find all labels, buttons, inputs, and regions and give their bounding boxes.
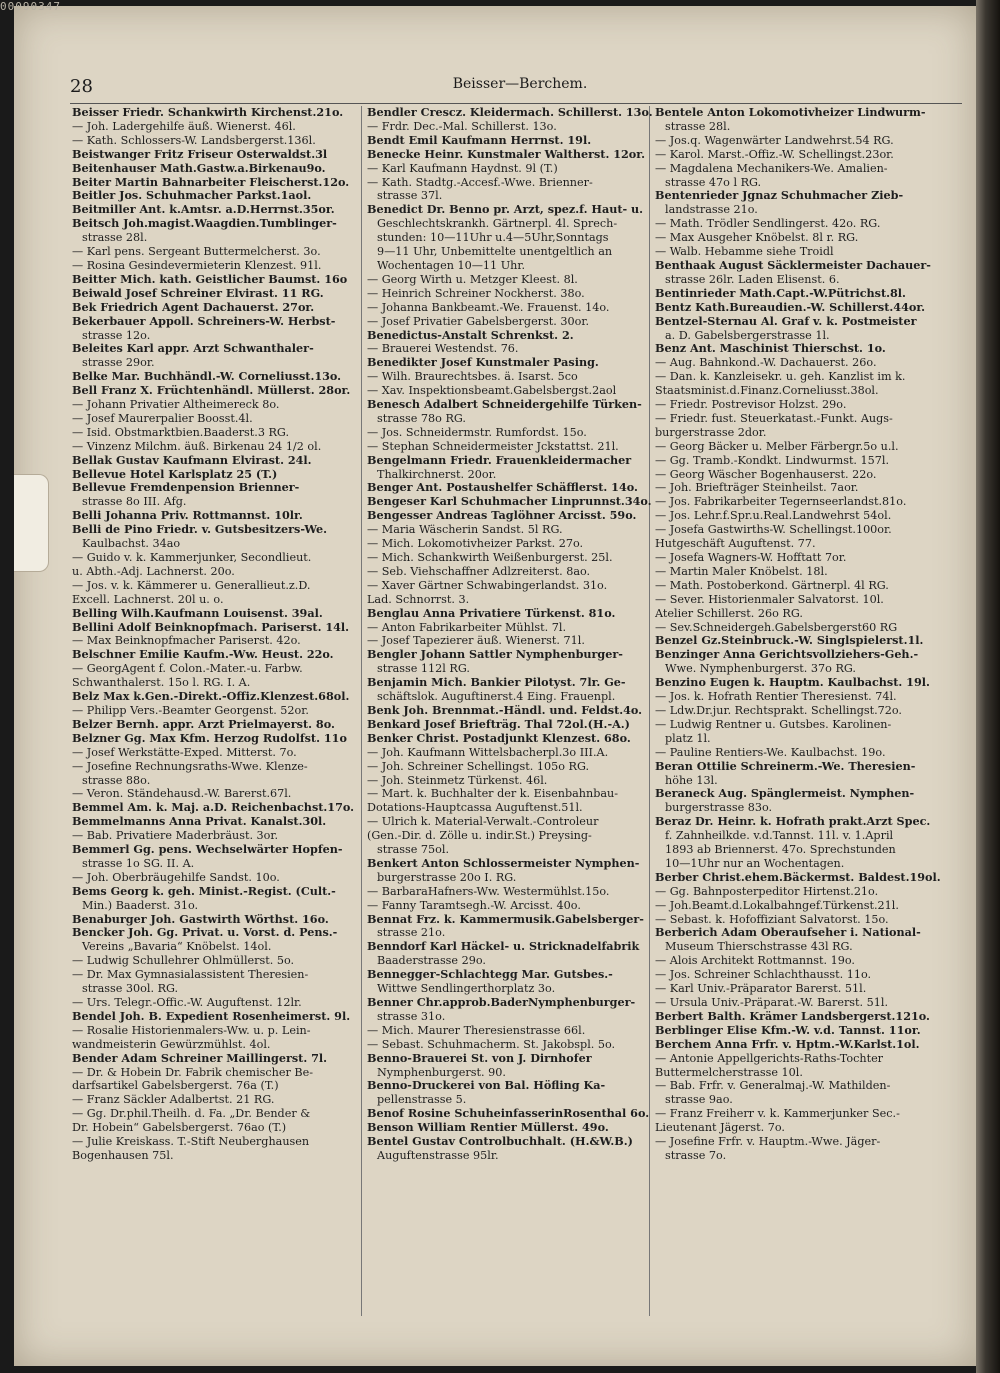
directory-entry-line: — Sev.Schneidergeh.Gabelsbergerst60 RG [655, 620, 898, 634]
directory-entry-line: pellenstrasse 5. [377, 1093, 467, 1107]
directory-entry-line: — Bab. Privatiere Maderbräust. 3or. [72, 829, 279, 843]
directory-entry-line: — Karl Kaufmann Haydnst. 9l (T.) [367, 161, 558, 175]
directory-entry-line: — Joh. Steinmetz Türkenst. 46l. [367, 773, 548, 787]
directory-entry-line: — Mart. k. Buchhalter der k. Eisenbahnbau- [367, 787, 619, 801]
directory-entry-line: strasse 88o. [82, 773, 151, 787]
directory-entry-heading: Benkard Josef Briefträg. Thal 72ol.(H.-A.) [367, 717, 630, 731]
directory-entry-line: — Joh. Schreiner Schellingst. 105o RG. [367, 759, 590, 773]
directory-entry-line: — Ludwig Rentner u. Gutsbes. Karolinen- [655, 717, 892, 731]
directory-entry-heading: Benker Christ. Postadjunkt Klenzest. 68o. [367, 731, 631, 745]
running-head: Beisser—Berchem. [452, 76, 588, 92]
directory-entry-line: 1893 ab Briennerst. 47o. Sprechstunden [665, 843, 896, 857]
directory-entry-heading: Beitsch Joh.magist.Waagdien.Tumblinger- [72, 217, 337, 231]
directory-entry-line: — Isid. Obstmarktbien.Baaderst.3 RG. [72, 425, 290, 439]
directory-entry-heading: Bengesser Andreas Taglöhner Arcisst. 59o. [367, 509, 637, 523]
directory-entry-line: — Dr. Max Gymnasialassistent Theresien- [72, 968, 309, 982]
directory-entry-line: — Maria Wäscherin Sandst. 5l RG. [367, 523, 563, 537]
directory-entry-line: strasse 29or. [82, 356, 155, 370]
directory-entry-line: — Bab. Frfr. v. Generalmaj.-W. Mathilden- [655, 1079, 891, 1093]
directory-entry-heading: Benno-Druckerei von Bal. Höfling Ka- [367, 1079, 606, 1093]
directory-entry-line: — Jos. k. Hofrath Rentier Theresienst. 74l. [655, 690, 897, 704]
directory-entry-heading: Benecke Heinr. Kunstmaler Waltherst. 12or. [367, 147, 646, 161]
directory-entry-line: strasse 7o. [665, 1148, 727, 1162]
directory-entry-heading: Bemmelmanns Anna Privat. Kanalst.30l. [72, 815, 327, 829]
directory-entry-line: — Dr. & Hobein Dr. Fabrik chemischer Be- [72, 1065, 314, 1079]
directory-entry-line: Auguftenstrasse 95lr. [377, 1148, 499, 1162]
directory-entry-heading: Benndorf Karl Häckel- u. Stricknadelfabrik [367, 940, 640, 954]
directory-entry-heading: Belschner Emilie Kaufm.-Ww. Heust. 22o. [72, 648, 334, 662]
directory-entry-line: Dotations-Hauptcassa Auguftenst.51l. [367, 801, 583, 815]
directory-entry-line: — Joh. Oberbräugehilfe Sandst. 10o. [72, 870, 280, 884]
directory-entry-line: landstrasse 21o. [665, 203, 758, 217]
directory-entry-line: — Georg Wäscher Bogenhauserst. 22o. [655, 467, 877, 481]
directory-entry-line: — Ludwig Schullehrer Ohlmüllerst. 5o. [72, 954, 295, 968]
directory-entry-line: 9—11 Uhr, Unbemittelte unentgeltlich an [377, 245, 613, 259]
directory-entry-heading: Bendel Joh. B. Expedient Rosenheimerst. 9l. [72, 1009, 351, 1023]
directory-entry-line: — Sebast. k. Hofoffiziant Salvatorst. 15o. [655, 912, 889, 926]
directory-entry-line: — Jos. v. k. Kämmerer u. Generallieut.z.D. [72, 578, 311, 592]
directory-entry-line: — Seb. Viehschaffner Adlzreiterst. 8ao. [367, 564, 591, 578]
directory-entry-line: — Ldw.Dr.jur. Rechtsprakt. Schellingst.72o. [655, 703, 902, 717]
directory-entry-line: — Max Beinknopfmacher Pariserst. 42o. [72, 634, 301, 648]
directory-entry-heading: Benjamin Mich. Bankier Pilotyst. 7lr. Ge- [367, 676, 626, 690]
directory-entry-line: Geschlechtskrankh. Gärtnerpl. 4l. Sprech- [377, 217, 618, 231]
directory-entry-heading: Berberich Adam Oberaufseher i. National- [655, 926, 921, 940]
directory-entry-line: — Jos. Schreiner Schlachthausst. 11o. [655, 968, 872, 982]
directory-entry-line: — Sever. Historienmaler Salvatorst. 10l. [655, 592, 884, 606]
directory-entry-line: Bogenhausen 75l. [72, 1148, 174, 1162]
directory-entry-line: strasse 9ao. [665, 1093, 733, 1107]
directory-entry-heading: Belke Mar. Buchhändl.-W. Corneliusst.13o. [72, 370, 342, 384]
directory-entry-heading: Benz Ant. Maschinist Thierschst. 1o. [655, 342, 886, 356]
directory-entry-line: — Friedr. fust. Steuerkatast.-Funkt. Augs- [655, 411, 893, 425]
directory-entry-line: — Josef Privatier Gabelsbergerst. 30or. [367, 314, 590, 328]
directory-entry-line: Thalkirchnerst. 20or. [377, 467, 497, 481]
directory-entry-line: — Brauerei Westendst. 76. [367, 342, 519, 356]
directory-entry-line: — Franz Freiherr v. k. Kammerjunker Sec.- [655, 1107, 900, 1121]
directory-entry-heading: Berbert Balth. Krämer Landsbergerst.121o. [655, 1009, 930, 1023]
directory-entry-heading: Bentele Anton Lokomotivheizer Lindwurm- [655, 106, 926, 119]
directory-entry-line: — Josefine Frfr. v. Hauptm.-Wwe. Jäger- [655, 1135, 881, 1149]
directory-entry-heading: Benthaak August Säcklermeister Dachauer- [655, 258, 931, 272]
directory-entry-line: strasse 78o RG. [377, 411, 466, 425]
directory-entry-heading: Bekerbauer Appoll. Schreiners-W. Herbst- [72, 314, 336, 328]
directory-column-1 [72, 106, 360, 1346]
directory-entry-heading: Beitter Mich. kath. Geistlicher Baumst. 16o [72, 272, 348, 286]
directory-entry-line: — Rosina Gesindevermieterin Klenzest. 91l. [72, 258, 322, 272]
directory-entry-line: strasse 37l. [377, 189, 443, 203]
directory-entry-heading: Bentenrieder Jgnaz Schuhmacher Zieb- [655, 189, 904, 203]
directory-entry-heading: Beraz Dr. Heinr. k. Hofrath prakt.Arzt Spec. [655, 815, 931, 829]
directory-entry-heading: Belz Max k.Gen.-Direkt.-Offiz.Klenzest.68ol. [72, 690, 350, 704]
directory-entry-line: — Frdr. Dec.-Mal. Schillerst. 13o. [367, 119, 557, 133]
directory-entry-line: Museum Thierschstrasse 43l RG. [665, 940, 853, 954]
directory-entry-line: — Xav. Inspektionsbeamt.Gabelsbergst.2aol [367, 384, 617, 398]
directory-entry-line: Hutgeschäft Auguftenst. 77. [655, 537, 816, 551]
directory-entry-heading: Bentz Kath.Bureaudien.-W. Schillerst.44or. [655, 300, 926, 314]
directory-entry-line: Wochentagen 10—11 Uhr. [377, 258, 526, 272]
directory-entry-line: — Mich. Maurer Theresienstrasse 66l. [367, 1023, 586, 1037]
directory-entry-heading: Berblinger Elise Kfm.-W. v.d. Tannst. 11or. [655, 1023, 921, 1037]
directory-entry-line: stunden: 10—11Uhr u.4—5Uhr,Sonntags [377, 231, 609, 245]
directory-entry-line: Lad. Schnorrst. 3. [367, 592, 470, 606]
directory-entry-line: f. Zahnheilkde. v.d.Tannst. 11l. v. 1.April [665, 829, 894, 843]
directory-entry-heading: Bendt Emil Kaufmann Herrnst. 19l. [367, 133, 592, 147]
directory-entry-heading: Benner Chr.approb.BaderNymphenburger- [367, 996, 636, 1009]
directory-entry-line: — Veron. Ständehausd.-W. Barerst.67l. [72, 787, 292, 801]
directory-entry-heading: Belzer Bernh. appr. Arzt Prielmayerst. 8o. [72, 717, 335, 731]
directory-entry-line: — Kath. Stadtg.-Accesf.-Wwe. Brienner- [367, 175, 593, 189]
directory-entry-line: — Mich. Lokomotivheizer Parkst. 27o. [367, 537, 584, 551]
directory-entry-heading: Bems Georg k. geh. Minist.-Regist. (Cult.- [72, 884, 336, 898]
directory-entry-heading: Benedictus-Anstalt Schrenkst. 2. [367, 328, 574, 342]
directory-entry-heading: Beitler Jos. Schuhmacher Parkst.1aol. [72, 189, 312, 203]
directory-entry-line: Buttermelcherstrasse 10l. [655, 1065, 803, 1079]
directory-entry-heading: Bellevue Hotel Karlsplatz 25 (T.) [72, 467, 278, 481]
directory-entry-heading: Bengelmann Friedr. Frauenkleidermacher [367, 453, 632, 467]
directory-entry-line: — Friedr. Postrevisor Holzst. 29o. [655, 398, 847, 412]
directory-entry-heading: Benaburger Joh. Gastwirth Wörthst. 16o. [72, 912, 329, 926]
directory-entry-line: Baaderstrasse 29o. [377, 954, 486, 968]
directory-entry-heading: Benk Joh. Brennmat.-Händl. und. Feldst.4o. [367, 703, 643, 717]
directory-entry-heading: Belli Johanna Priv. Rottmannst. 10lr. [72, 509, 303, 523]
directory-column-2 [367, 106, 655, 1346]
directory-entry-line: — Philipp Vers.-Beamter Georgenst. 52or. [72, 703, 309, 717]
directory-entry-heading: Bentel Gustav Controlbuchhalt. (H.&W.B.) [367, 1135, 633, 1149]
directory-entry-line: — Anton Fabrikarbeiter Mühlst. 7l. [367, 620, 567, 634]
book-spine-shadow [976, 0, 1000, 1373]
directory-entry-line: 10—1Uhr nur an Wochentagen. [665, 856, 845, 870]
directory-entry-line: — Rosalie Historienmalers-Ww. u. p. Lein- [72, 1023, 311, 1037]
directory-entry-line: strasse 75ol. [377, 843, 450, 857]
directory-entry-heading: Berber Christ.ehem.Bäckermst. Baldest.19ol. [655, 870, 941, 884]
directory-entry-heading: Beistwanger Fritz Friseur Osterwaldst.3l [72, 147, 328, 161]
directory-entry-heading: Bellini Adolf Beinknopfmach. Pariserst. 14l. [72, 620, 350, 634]
directory-entry-line: — Math. Trödler Sendlingerst. 42o. RG. [655, 217, 881, 231]
directory-entry-heading: Bellevue Fremdenpension Brienner- [72, 481, 300, 495]
directory-entry-line: — Mich. Schankwirth Weißenburgerst. 25l. [367, 551, 613, 564]
directory-entry-line: burgerstrasse 20o I. RG. [377, 870, 517, 884]
directory-entry-line: — Math. Postoberkond. Gärtnerpl. 4l RG. [655, 578, 889, 592]
directory-entry-line: strasse 28l. [665, 119, 731, 133]
directory-entry-line: — Magdalena Mechanikers-We. Amalien- [655, 161, 888, 175]
directory-entry-line: Lieutenant Jägerst. 7o. [655, 1121, 785, 1135]
directory-entry-line: — Jos. Fabrikarbeiter Tegernseerlandst.81o. [655, 495, 907, 509]
directory-entry-line: — Antonie Appellgerichts-Raths-Tochter [655, 1051, 884, 1065]
directory-entry-heading: Beiwald Josef Schreiner Elvirast. 11 RG. [72, 286, 324, 300]
directory-entry-line: — Martin Maler Knöbelst. 18l. [655, 564, 828, 578]
directory-entry-line: platz 1l. [665, 731, 711, 745]
directory-entry-line: strasse 112l RG. [377, 662, 470, 676]
directory-entry-line: — BarbaraHafners-Ww. Westermühlst.15o. [367, 884, 610, 898]
directory-entry-line: — Wilh. Braurechtsbes. ä. Isarst. 5co [367, 370, 578, 384]
directory-entry-heading: Benkert Anton Schlossermeister Nymphen- [367, 856, 640, 870]
directory-entry-line: strasse 12o. [82, 328, 151, 342]
directory-entry-heading: Bennat Frz. k. Kammermusik.Gabelsberger- [367, 912, 644, 926]
directory-entry-line: — Jos. Schneidermstr. Rumfordst. 15o. [367, 425, 587, 439]
directory-entry-heading: Benzino Eugen k. Hauptm. Kaulbachst. 19l. [655, 676, 930, 690]
directory-entry-line: — Max Ausgeher Knöbelst. 8l r. RG. [655, 231, 859, 245]
directory-entry-line: — Karol. Marst.-Offiz.-W. Schellingst.23or. [655, 147, 894, 161]
directory-column-3 [655, 106, 943, 1346]
directory-entry-heading: Bender Adam Schreiner Maillingerst. 7l. [72, 1051, 328, 1065]
directory-entry-line: — Joh. Kaufmann Wittelsbacherpl.3o III.A. [367, 745, 609, 759]
directory-entry-line: — Heinrich Schreiner Nockherst. 38o. [367, 286, 585, 300]
directory-entry-heading: Bengeser Karl Schuhmacher Linprunnst.34o. [367, 495, 652, 509]
directory-entry-heading: Benger Ant. Postaushelfer Schäfflerst. 14o. [367, 481, 638, 495]
directory-entry-heading: Bemmerl Gg. pens. Wechselwärter Hopfen- [72, 843, 343, 857]
directory-entry-line: Wwe. Nymphenburgerst. 37o RG. [665, 662, 856, 676]
directory-entry-line: u. Abth.-Adj. Lachnerst. 20o. [72, 564, 235, 578]
directory-entry-line: burgerstrasse 2dor. [655, 425, 767, 439]
directory-entry-line: — Johanna Bankbeamt.-We. Frauenst. 14o. [367, 300, 610, 314]
directory-entry-line: — Joh. Briefträger Steinheilst. 7aor. [655, 481, 859, 495]
directory-entry-heading: Benesch Adalbert Schneidergehilfe Türken- [367, 398, 642, 412]
directory-entry-heading: Bendler Crescz. Kleidermach. Schillerst. 13o. [367, 106, 653, 119]
directory-entry-heading: Benzinger Anna Gerichtsvollziehers-Geh.- [655, 648, 919, 662]
directory-entry-line: — Gg. Bahnposterpeditor Hirtenst.21o. [655, 884, 879, 898]
directory-entry-line: — Josef Maurerpalier Boosst.4l. [72, 411, 253, 425]
directory-entry-line: darfsartikel Gabelsbergerst. 76a (T.) [72, 1079, 279, 1093]
column-divider [361, 106, 362, 1316]
directory-entry-heading: Bennegger-Schlachtegg Mar. Gutsbes.- [367, 968, 613, 982]
directory-entry-line: Min.) Baaderst. 31o. [82, 898, 199, 912]
directory-entry-line: — Josefine Rechnungsraths-Wwe. Klenze- [72, 759, 308, 773]
paper-tab [14, 474, 49, 572]
directory-entry-heading: Bentzel-Sternau Al. Graf v. k. Postmeister [655, 314, 917, 328]
directory-entry-line: — Urs. Telegr.-Offic.-W. Auguftenst. 12lr. [72, 996, 302, 1009]
directory-entry-heading: Belling Wilh.Kaufmann Louisenst. 39al. [72, 606, 323, 620]
directory-entry-line: schäftslok. Auguftinerst.4 Eing. Frauenpl. [377, 690, 616, 704]
directory-entry-heading: Bell Franz X. Früchtenhändl. Müllerst. 28or. [72, 384, 351, 398]
directory-entry-line: — Guido v. k. Kammerjunker, Secondlieut. [72, 551, 312, 564]
directory-entry-line: — Pauline Rentiers-We. Kaulbachst. 19o. [655, 745, 886, 759]
directory-entry-line: — Ursula Univ.-Präparat.-W. Barerst. 51l. [655, 996, 889, 1009]
directory-entry-line: Excell. Lachnerst. 20l u. o. [72, 592, 224, 606]
directory-entry-heading: Beisser Friedr. Schankwirth Kirchenst.21o. [72, 106, 344, 119]
directory-entry-line: Dr. Hobein“ Gabelsbergerst. 76ao (T.) [72, 1121, 287, 1135]
directory-entry-line: — Joh. Ladergehilfe äuß. Wienerst. 46l. [72, 119, 296, 133]
directory-entry-line: — Franz Säckler Adalbertst. 21 RG. [72, 1093, 275, 1107]
directory-entry-heading: Belli de Pino Friedr. v. Gutsbesitzers-We. [72, 523, 328, 537]
directory-entry-line: — Georg Wirth u. Metzger Kleest. 8l. [367, 272, 578, 286]
directory-entry-line: — Johann Privatier Altheimereck 8o. [72, 398, 280, 412]
directory-entry-line: (Gen.-Dir. d. Zölle u. indir.St.) Preysing- [367, 829, 592, 843]
directory-entry-line: a. D. Gabelsbergerstrasse 1l. [665, 328, 830, 342]
directory-entry-line: — Dan. k. Kanzleisekr. u. geh. Kanzlist im k. [655, 370, 906, 384]
directory-entry-line: — Vinzenz Milchm. äuß. Birkenau 24 1/2 ol. [72, 439, 322, 453]
directory-entry-line: Kaulbachst. 34ao [82, 537, 181, 551]
directory-entry-heading: Benedict Dr. Benno pr. Arzt, spez.f. Haut- u. [367, 203, 644, 217]
directory-entry-line: — Karl Univ.-Präparator Barerst. 51l. [655, 982, 867, 996]
directory-entry-line: — Georg Bäcker u. Melber Färbergr.5o u.l. [655, 439, 899, 453]
directory-entry-line: — Kath. Schlossers-W. Landsbergerst.136l. [72, 133, 316, 147]
directory-entry-line: — Aug. Bahnkond.-W. Dachauerst. 26o. [655, 356, 877, 370]
directory-entry-heading: Bellak Gustav Kaufmann Elvirast. 24l. [72, 453, 312, 467]
directory-entry-heading: Beran Ottilie Schreinerm.-We. Theresien- [655, 759, 916, 773]
directory-entry-heading: Bencker Joh. Gg. Privat. u. Vorst. d. Pens.- [72, 926, 338, 940]
directory-entry-heading: Beleites Karl appr. Arzt Schwanthaler- [72, 342, 314, 356]
directory-entry-heading: Berchem Anna Frfr. v. Hptm.-W.Karlst.1ol. [655, 1037, 920, 1051]
directory-entry-line: — GeorgAgent f. Colon.-Mater.-u. Farbw. [72, 662, 303, 676]
directory-entry-heading: Bek Friedrich Agent Dachauerst. 27or. [72, 300, 315, 314]
directory-entry-line: strasse 21o. [377, 926, 446, 940]
directory-entry-line: — Gg. Tramb.-Kondkt. Lindwurmst. 157l. [655, 453, 890, 467]
directory-entry-line: — Xaver Gärtner Schwabingerlandst. 31o. [367, 578, 608, 592]
directory-entry-line: — Karl pens. Sergeant Buttermelcherst. 3o. [72, 245, 321, 259]
directory-entry-line: Wittwe Sendlingerthorplatz 3o. [377, 982, 556, 996]
directory-entry-heading: Bengler Johann Sattler Nymphenburger- [367, 648, 623, 662]
directory-entry-heading: Beraneck Aug. Spänglermeist. Nymphen- [655, 787, 915, 801]
directory-entry-line: — Stephan Schneidermeister Jckstattst. 21l. [367, 439, 619, 453]
directory-entry-heading: Benson William Rentier Müllerst. 49o. [367, 1121, 609, 1135]
directory-entry-line: Nymphenburgerst. 90. [377, 1065, 506, 1079]
archive-stamp: 00090347 [0, 0, 61, 13]
page-number: 28 [70, 76, 93, 97]
directory-entry-line: Vereins „Bavaria“ Knöbelst. 14ol. [82, 940, 272, 954]
directory-entry-line: — Jos. Lehr.f.Spr.u.Real.Landwehrst 54ol. [655, 509, 892, 523]
directory-entry-line: Atelier Schillerst. 26o RG. [655, 606, 803, 620]
directory-entry-heading: Benedikter Josef Kunstmaler Pasing. [367, 356, 599, 370]
directory-entry-line: — Ulrich k. Material-Verwalt.-Controleur [367, 815, 599, 829]
directory-entry-heading: Beitenhauser Math.Gastw.a.Birkenau9o. [72, 161, 326, 175]
directory-entry-heading: Belzner Gg. Max Kfm. Herzog Rudolfst. 11o [72, 731, 347, 745]
directory-entry-heading: Benzel Gz.Steinbruck.-W. Singlspielerst.1l. [655, 634, 924, 648]
directory-entry-heading: Benno-Brauerei St. von J. Dirnhofer [367, 1051, 592, 1065]
directory-entry-heading: Bentinrieder Math.Capt.-W.Pütrichst.8l. [655, 286, 906, 300]
directory-entry-line: strasse 30ol. RG. [82, 982, 179, 996]
directory-entry-line: Schwanthalerst. 15o l. RG. I. A. [72, 676, 251, 690]
directory-entry-line: wandmeisterin Gewürzmühlst. 4ol. [72, 1037, 271, 1051]
directory-entry-line: — Joh.Beamt.d.Lokalbahngef.Türkenst.21l. [655, 898, 899, 912]
directory-entry-line: — Walb. Hebamme siehe Troidl [655, 245, 834, 259]
directory-entry-line: strasse 8o III. Afg. [82, 495, 187, 509]
directory-entry-line: — Gg. Dr.phil.Theilh. d. Fa. „Dr. Bender & [72, 1107, 311, 1121]
directory-entry-line: — Josefa Gastwirths-W. Schellingst.100or. [655, 523, 892, 537]
directory-entry-line: — Fanny Taramtsegh.-W. Arcisst. 40o. [367, 898, 581, 912]
header-rule [70, 103, 962, 104]
directory-entry-line: Staatsminist.d.Finanz.Corneliusst.38ol. [655, 384, 879, 398]
directory-entry-heading: Beitmiller Ant. k.Amtsr. a.D.Herrnst.35or. [72, 203, 335, 217]
directory-entry-line: strasse 1o SG. II. A. [82, 856, 195, 870]
directory-entry-line: strasse 28l. [82, 231, 148, 245]
directory-entry-line: — Sebast. Schuhmacherm. St. Jakobspl. 5o. [367, 1037, 616, 1051]
directory-entry-line: — Jos.q. Wagenwärter Landwehrst.54 RG. [655, 133, 894, 147]
directory-entry-line: burgerstrasse 83o. [665, 801, 773, 815]
directory-entry-line: — Alois Architekt Rottmannst. 19o. [655, 954, 855, 968]
directory-entry-heading: Benof Rosine SchuheinfasserinRosenthal 6o. [367, 1107, 650, 1121]
directory-entry-line: — Josef Tapezierer äuß. Wienerst. 71l. [367, 634, 585, 648]
directory-entry-line: — Josefa Wagners-W. Hofftatt 7or. [655, 551, 847, 564]
directory-entry-heading: Bemmel Am. k. Maj. a.D. Reichenbachst.17o. [72, 801, 355, 815]
directory-entry-heading: Benglau Anna Privatiere Türkenst. 81o. [367, 606, 616, 620]
directory-entry-line: — Julie Kreiskass. T.-Stift Neuberghausen [72, 1135, 310, 1149]
directory-entry-line: höhe 13l. [665, 773, 718, 787]
directory-entry-line: — Josef Werkstätte-Exped. Mitterst. 7o. [72, 745, 297, 759]
directory-entry-line: strasse 31o. [377, 1009, 446, 1023]
directory-entry-line: strasse 47o l RG. [665, 175, 762, 189]
directory-entry-line: strasse 26lr. Laden Elisenst. 6. [665, 272, 840, 286]
directory-entry-heading: Beiter Martin Bahnarbeiter Fleischerst.12o. [72, 175, 350, 189]
